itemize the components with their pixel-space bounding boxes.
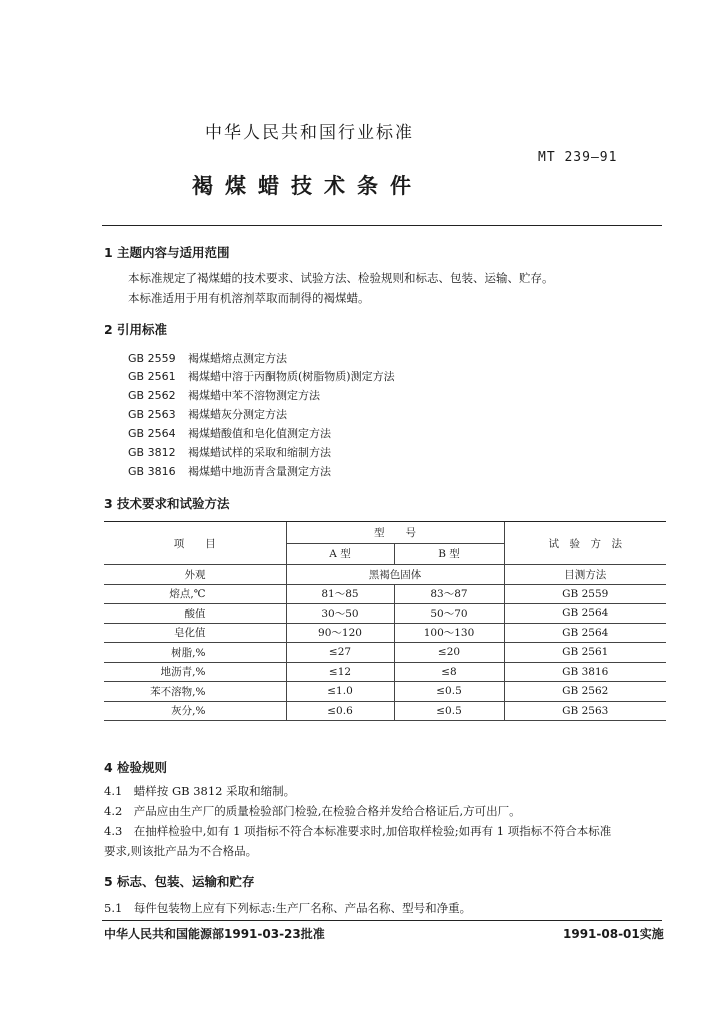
row-value-b: ≤20 [394, 643, 504, 663]
clause-5-1: 5.1 每件包装物上应有下列标志:生产厂名称、产品名称、型号和净重。 [104, 901, 472, 915]
clause-4-2: 4.2 产品应由生产厂的质量检验部门检验,在检验合格并发给合格证后,方可出厂。 [104, 804, 521, 818]
section-3-heading: 3 技术要求和试验方法 [104, 496, 230, 511]
row-item: 外观 [104, 565, 286, 585]
row-item: 灰分,% [104, 701, 286, 721]
clause-4-3-cont: 要求,则该批产品为不合格品。 [104, 844, 258, 858]
issuing-body: 中华人民共和国行业标准 [205, 123, 414, 143]
row-method: 目测方法 [504, 565, 666, 585]
row-item: 皂化值 [104, 623, 286, 643]
row-value-b: 83～87 [394, 584, 504, 604]
section-5-heading: 5 标志、包装、运输和贮存 [104, 874, 255, 889]
row-value-b: ≤0.5 [394, 682, 504, 702]
section-2-heading: 2 引用标准 [104, 322, 168, 337]
table-row [104, 701, 666, 721]
row-value-b: ≤8 [394, 662, 504, 682]
standard-code: MT 239—91 [538, 150, 618, 165]
row-value-b: 100～130 [394, 623, 504, 643]
row-value-a: ≤27 [286, 643, 394, 663]
row-value-a: ≤0.6 [286, 701, 394, 721]
spec-table [104, 521, 666, 721]
table-row [104, 584, 666, 604]
row-method: GB 2561 [504, 643, 666, 663]
document-title: 褐煤蜡技术条件 [192, 174, 423, 198]
row-method: GB 2564 [504, 604, 666, 624]
section-1-paragraph: 本标准规定了褐煤蜡的技术要求、试验方法、检验规则和标志、包装、运输、贮存。 [128, 271, 554, 285]
header-type-b: B 型 [394, 543, 504, 565]
row-item: 地沥青,% [104, 662, 286, 682]
reference-item: GB 2564 褐煤蜡酸值和皂化值测定方法 [128, 427, 331, 440]
row-method: GB 2562 [504, 682, 666, 702]
clause-4-1: 4.1 蜡样按 GB 3812 采取和缩制。 [104, 784, 296, 798]
row-value: 黑褐色固体 [286, 565, 504, 585]
table-header-row [104, 522, 666, 544]
header-type-a: A 型 [286, 543, 394, 565]
row-item: 酸值 [104, 604, 286, 624]
row-method: GB 2564 [504, 623, 666, 643]
header-item: 项 目 [104, 522, 286, 565]
row-item: 苯不溶物,% [104, 682, 286, 702]
row-item: 熔点,℃ [104, 584, 286, 604]
table-row [104, 565, 666, 585]
table-row [104, 643, 666, 663]
footer-divider [102, 920, 662, 921]
section-1-paragraph: 本标准适用于用有机溶剂萃取而制得的褐煤蜡。 [128, 291, 370, 305]
reference-item: GB 3812 褐煤蜡试样的采取和缩制方法 [128, 446, 331, 459]
row-method: GB 2563 [504, 701, 666, 721]
section-1-heading: 1 主题内容与适用范围 [104, 245, 230, 260]
row-value-a: 30～50 [286, 604, 394, 624]
reference-item: GB 2559 褐煤蜡熔点测定方法 [128, 352, 287, 365]
table-row [104, 604, 666, 624]
row-value-a: 90～120 [286, 623, 394, 643]
reference-item: GB 3816 褐煤蜡中地沥青含量测定方法 [128, 465, 331, 478]
row-value-a: 81～85 [286, 584, 394, 604]
section-4-heading: 4 检验规则 [104, 760, 168, 775]
approval-note: 中华人民共和国能源部1991-03-23批准 [104, 927, 325, 941]
effective-date: 1991-08-01实施 [563, 927, 664, 941]
row-value-a: ≤1.0 [286, 682, 394, 702]
reference-item: GB 2562 褐煤蜡中苯不溶物测定方法 [128, 389, 320, 402]
row-item: 树脂,% [104, 643, 286, 663]
table-row [104, 662, 666, 682]
row-method: GB 2559 [504, 584, 666, 604]
header-divider [102, 225, 662, 226]
row-value-b: ≤0.5 [394, 701, 504, 721]
table-row [104, 682, 666, 702]
reference-item: GB 2563 褐煤蜡灰分测定方法 [128, 408, 287, 421]
header-method: 试 验 方 法 [504, 522, 666, 565]
reference-item: GB 2561 褐煤蜡中溶于丙酮物质(树脂物质)测定方法 [128, 370, 395, 383]
table-row [104, 623, 666, 643]
clause-4-3: 4.3 在抽样检验中,如有 1 项指标不符合本标准要求时,加倍取样检验;如再有 1 项指标不符合本标准 [104, 824, 612, 838]
row-value-b: 50～70 [394, 604, 504, 624]
header-type: 型 号 [286, 522, 504, 544]
row-value-a: ≤12 [286, 662, 394, 682]
row-method: GB 3816 [504, 662, 666, 682]
